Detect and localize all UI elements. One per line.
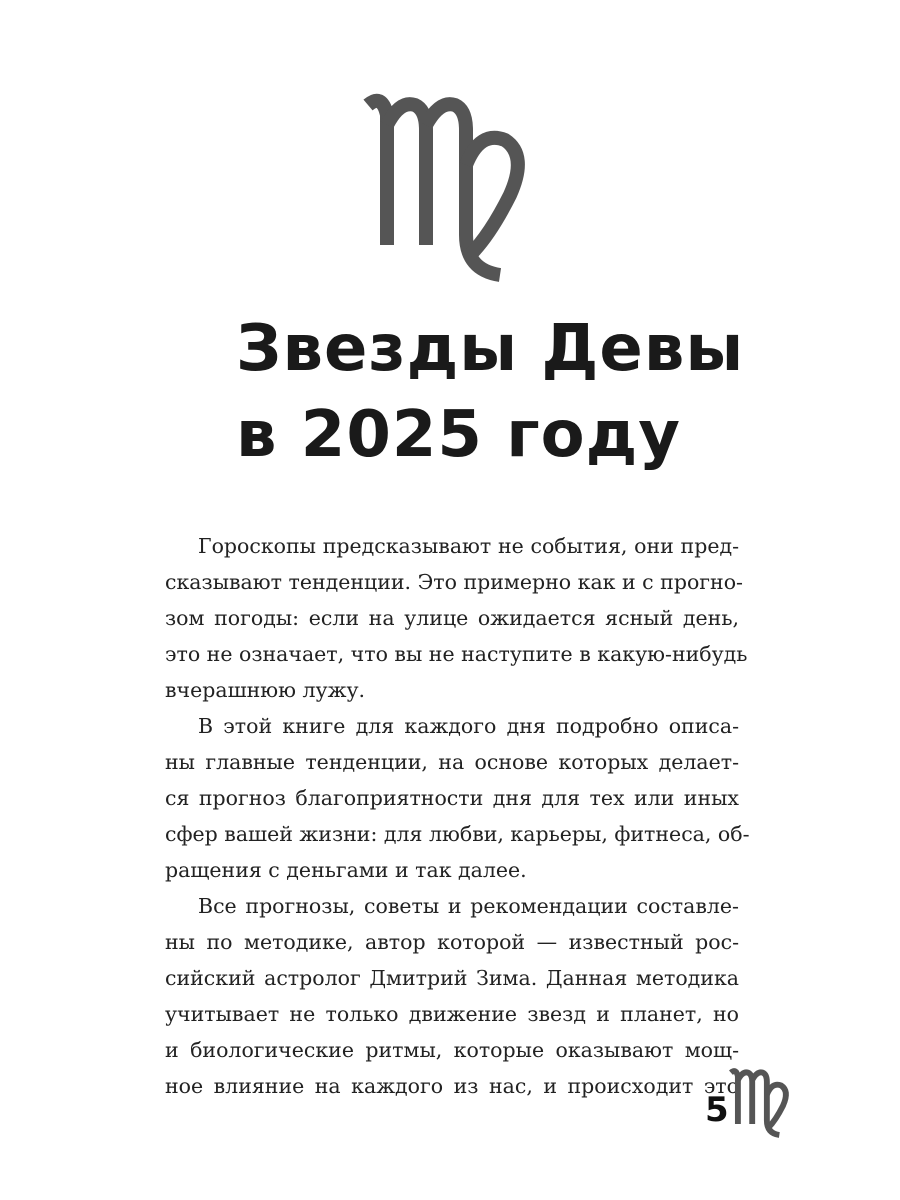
virgo-symbol-small-icon xyxy=(728,1062,794,1142)
text-line: ся прогноз благоприятности дня для тех или иных xyxy=(165,786,739,810)
text-line: ное влияние на каждого из нас, и происходит это xyxy=(165,1074,739,1098)
text-line: В этой книге для каждого дня подробно описа- xyxy=(198,714,739,738)
text-line: ны по методике, автор которой — известный рос- xyxy=(165,930,739,954)
text-line: зом погоды: если на улице ожидается ясный день, xyxy=(165,606,739,630)
text-line: сфер вашей жизни: для любви, карьеры, фитнеса, об- xyxy=(165,822,750,846)
chapter-title-line-1: Звезды Девы xyxy=(236,312,745,386)
text-line: сийский астролог Дмитрий Зима. Данная методика xyxy=(165,966,739,990)
text-line: учитывает не только движение звезд и планет, но xyxy=(165,1002,739,1026)
text-line: это не означает, что вы не наступите в какую-нибудь xyxy=(165,642,748,666)
text-line: Гороскопы предсказывают не события, они пред- xyxy=(198,534,739,558)
text-line: и биологические ритмы, которые оказывают мощ- xyxy=(165,1038,739,1062)
body-text xyxy=(165,528,750,1104)
page-number: 5 xyxy=(705,1090,729,1130)
virgo-symbol-icon xyxy=(360,85,540,285)
text-line: ны главные тенденции, на основе которых делает- xyxy=(165,750,739,774)
chapter-title-line-2: в 2025 году xyxy=(236,398,681,472)
text-line: ращения с деньгами и так далее. xyxy=(165,858,527,882)
text-line: вчерашнюю лужу. xyxy=(165,678,366,702)
text-line: сказывают тенденции. Это примерно как и с прогно- xyxy=(165,570,743,594)
text-line: Все прогнозы, советы и рекомендации составле- xyxy=(198,894,739,918)
